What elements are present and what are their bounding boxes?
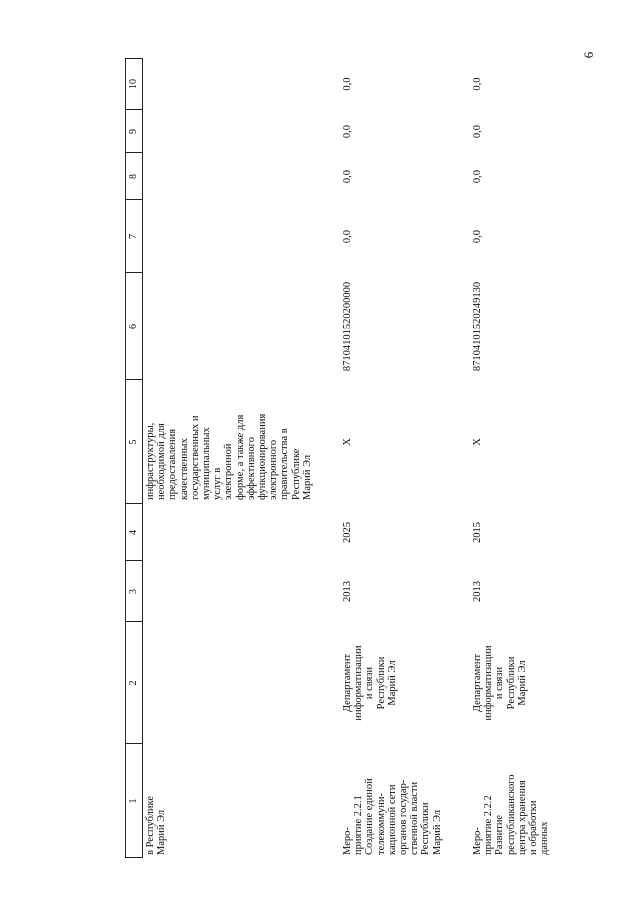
header-col-4: 4: [128, 530, 139, 535]
row1-col9: 0,0: [342, 124, 353, 139]
row1-col8: 0,0: [342, 169, 353, 184]
row2-budget-code: 87104101520249130: [472, 281, 483, 372]
header-col-6: 6: [128, 324, 139, 329]
continuation-col1: в Республике Марий Эл: [145, 795, 168, 855]
header-col-2: 2: [128, 680, 139, 686]
row2-executor: Департамент информатизации и связи Республики Марий Эл: [472, 645, 528, 721]
row1-col5: Х: [342, 438, 353, 446]
header-col-1: 1: [128, 798, 139, 804]
row2-start-year: 2013: [472, 581, 483, 602]
header-col-8: 8: [128, 174, 139, 179]
row1-col7: 0,0: [342, 229, 353, 244]
row2-col5: Х: [472, 438, 483, 446]
row1-activity: Меро- приятие 2.2.1 Создание единой телекоммуни- кационной сети органов государ- ственной власти Республики Марий Эл: [342, 778, 443, 855]
row1-col10: 0,0: [342, 77, 353, 91]
header-col-9: 9: [128, 129, 139, 134]
row1-start-year: 2013: [342, 581, 353, 602]
row2-col10: 0,0: [472, 77, 483, 91]
header-col-5: 5: [128, 439, 139, 445]
row1-executor: Департамент информатизации и связи Республики Марий Эл: [342, 645, 398, 721]
page-number: 6: [581, 51, 596, 59]
header-col-7: 7: [128, 234, 139, 239]
rotated-table: [125, 58, 637, 858]
row1-end-year: 2025: [342, 522, 353, 543]
row1-budget-code: 87104101520200000: [342, 281, 353, 372]
header-col-10: 10: [128, 79, 139, 89]
continuation-col5: инфраструктуры, необходимой для предоставления качественных государственных и муниципальных услуг в электронной форме, а также для эффективного функционирования электронного правительства в Республике Марий Эл: [145, 413, 313, 500]
header-bottom-rule: [142, 58, 143, 858]
row2-col7: 0,0: [472, 229, 483, 244]
row2-end-year: 2015: [472, 522, 483, 543]
header-col-3: 3: [128, 589, 139, 594]
row2-col8: 0,0: [472, 169, 483, 184]
row2-activity: Меро- приятие 2.2.2 Развитие республиканского центра хранения и обработки данных: [472, 774, 551, 855]
row2-col9: 0,0: [472, 124, 483, 139]
